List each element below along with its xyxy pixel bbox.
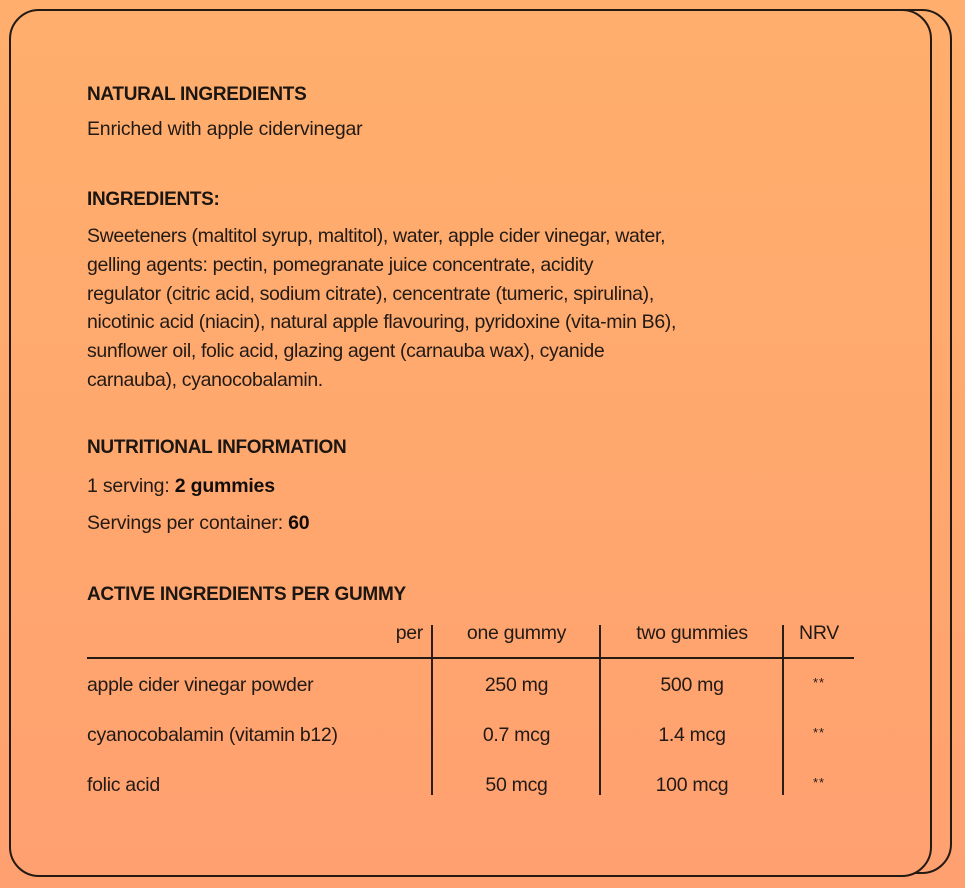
natural-ingredients-text: Enriched with apple cidervinegar — [87, 118, 363, 140]
column-divider — [782, 625, 784, 795]
ingredients-line: sunflower oil, folic acid, glazing agent (carnauba wax), cyanide — [87, 340, 605, 363]
ingredients-line: nicotinic acid (niacin), natural apple flavouring, pyridoxine (vita-min B6), — [87, 311, 677, 334]
header-rule — [87, 657, 854, 659]
ingredients-line: regulator (citric acid, sodium citrate), cencentrate (tumeric, spirulina), — [87, 282, 654, 305]
ingredients-line: gelling agents: pectin, pomegranate juice concentrate, acidity — [87, 253, 594, 276]
amount-two-gummies: 500 mg — [660, 674, 724, 696]
serving-size-label: 1 serving: — [87, 475, 175, 497]
amount-two-gummies: 1.4 mcg — [658, 724, 726, 746]
nrv-value: ** — [812, 775, 826, 790]
nrv-value: ** — [812, 675, 826, 690]
ingredient-name: folic acid — [87, 774, 160, 796]
servings-per-container — [87, 512, 309, 535]
amount-two-gummies: 100 mcg — [655, 774, 729, 796]
column-divider — [431, 625, 433, 795]
amount-one-gummy: 50 mcg — [485, 774, 548, 796]
ingredient-name: apple cider vinegar powder — [87, 674, 314, 696]
ingredients-heading: INGREDIENTS: — [87, 189, 220, 210]
column-divider — [599, 625, 601, 795]
amount-one-gummy: 250 mg — [484, 674, 549, 696]
amount-one-gummy: 0.7 mcg — [482, 724, 551, 746]
nutritional-information-heading: NUTRITIONAL INFORMATION — [87, 437, 347, 458]
ingredients-line: carnauba), cyanocobalamin. — [87, 368, 323, 391]
active-ingredients-table — [87, 615, 854, 800]
ingredients-list — [87, 222, 877, 395]
natural-ingredients-heading: NATURAL INGREDIENTS — [87, 84, 307, 105]
servings-per-container-label: Servings per container: — [87, 512, 289, 534]
column-header-nrv: NRV — [799, 622, 839, 644]
column-header-two-gummies: two gummies — [636, 622, 748, 644]
serving-size-value: 2 gummies — [174, 475, 275, 497]
servings-per-container-value: 60 — [288, 512, 310, 534]
column-header-one-gummy: one gummy — [466, 622, 567, 644]
serving-size — [87, 475, 275, 498]
column-header-per: per — [395, 622, 423, 644]
nrv-value: ** — [812, 725, 826, 740]
ingredient-name: cyanocobalamin (vitamin b12) — [87, 724, 338, 746]
ingredients-line: Sweeteners (maltitol syrup, maltitol), water, apple cider vinegar, water, — [87, 225, 666, 247]
active-ingredients-heading: ACTIVE INGREDIENTS PER GUMMY — [87, 584, 406, 605]
